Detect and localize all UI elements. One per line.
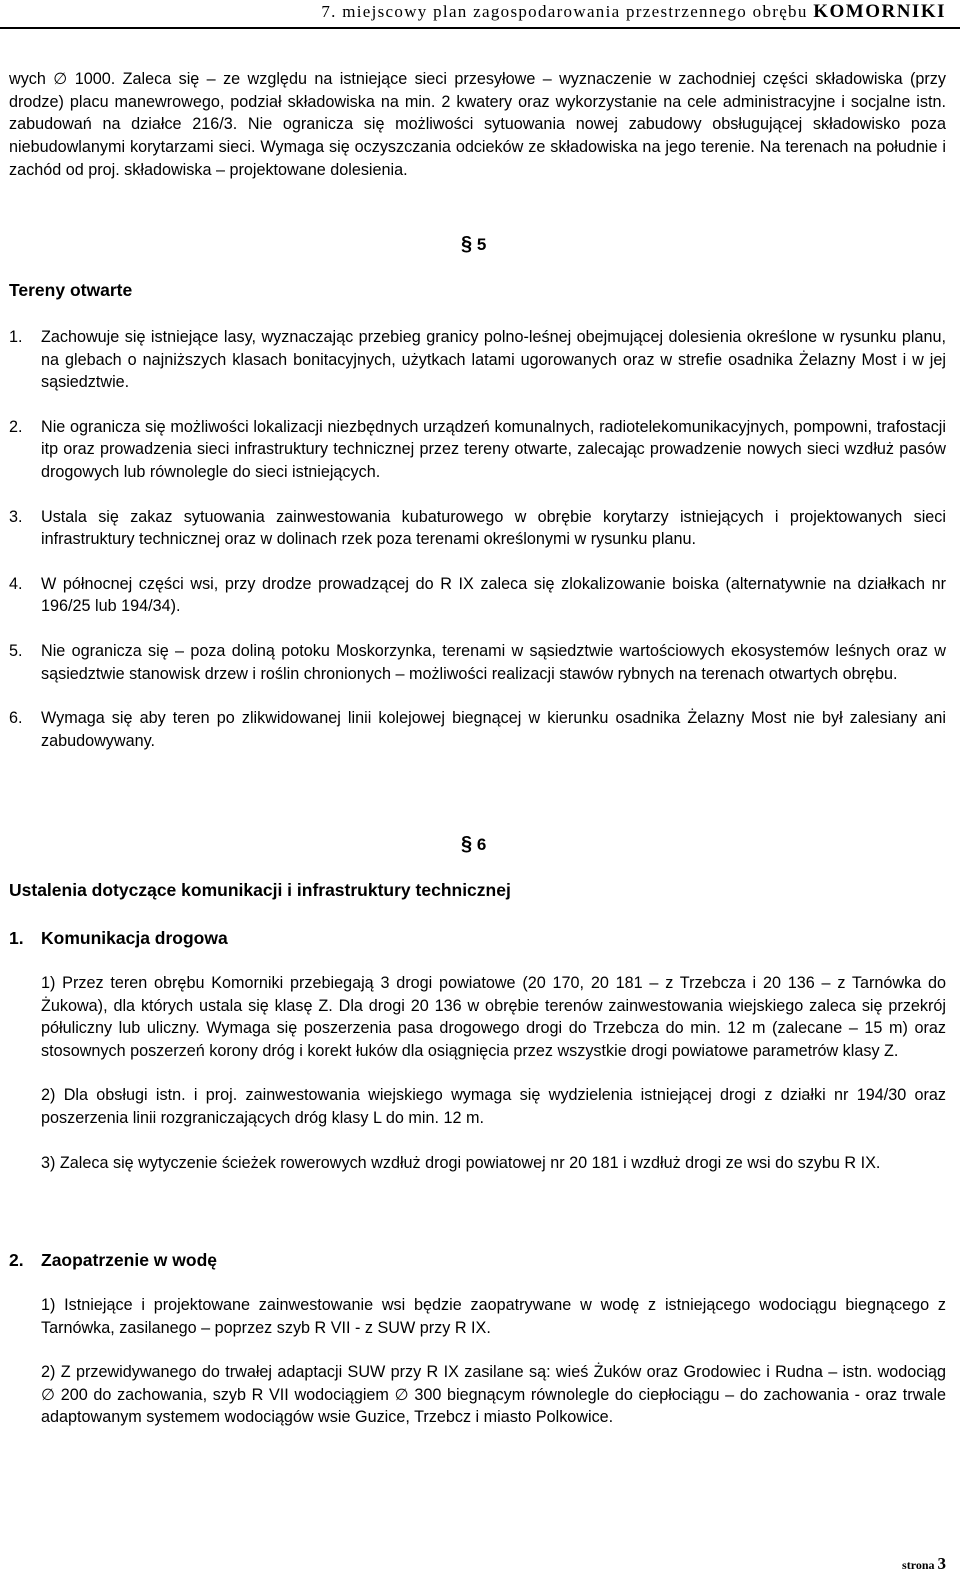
- intro-block: [9, 68, 946, 182]
- section-6-number: § 6: [461, 833, 487, 855]
- list-item: 1. Zachowuje się istniejące lasy, wyznaczając przebieg granicy polno-leśnej obejmującej dolesienia określone w rysunku planu, na glebach o najniższych klasach bonitacyjnych, użytkach latami ugorowanych oraz w strefie osadnika Żelazny Most i w jej sąsiedztwie.: [9, 328, 946, 392]
- subsection-roads-body: [41, 972, 946, 1174]
- page-number: 3: [937, 1554, 946, 1573]
- paragraph: 1) Istniejące i projektowane zainwestowanie wsi będzie zaopatrywane w wodę z istniejącego wodociągu biegnącego z Tarnówka, zasilanego – poprzez szyb R VII - z SUW przy R IX.: [41, 1296, 946, 1337]
- intro-paragraph: wych ∅ 1000. Zaleca się – ze względu na istniejące sieci przesyłowe – wyznaczenie w zachodniej części składowiska (przy drodze) placu manewrowego, podział składowiska na min. 2 kwatery oraz wykorzystanie na cele administracyjne i socjalne istn. zabudowań na działce 216/3. Nie ogranicza się możliwości sytuowania nowej zabudowy obsługującej składowisko poza niebudowlanymi korytarzami sieci. Wymaga się oczyszczania odcieków ze składowiska na jego terenie. Na terenach na południe i zachód od proj. składowiska – projektowane dolesienia.: [9, 70, 946, 179]
- page-header: [0, 0, 946, 23]
- section-5-number: § 5: [461, 233, 487, 255]
- footer-label: strona: [902, 1558, 935, 1572]
- header-rule: [0, 27, 960, 29]
- section-5-items: [9, 326, 946, 752]
- header-place: KOMORNIKI: [813, 1, 946, 22]
- section-6-heading: Ustalenia dotyczące komunikacji i infrastruktury technicznej: [9, 880, 511, 900]
- list-item: 6. Wymaga się aby teren po zlikwidowanej linii kolejowej biegnącej w kierunku osadnika Żelazny Most nie był zalesiany ani zabudowywany.: [9, 709, 946, 750]
- subsection-water-body: [41, 1294, 946, 1429]
- list-item: 5. Nie ogranicza się – poza doliną potoku Moskorzynka, terenami w sąsiedztwie wartościowych ekosystemów leśnych oraz w sąsiedztwie stanowisk drzew i roślin chronionych – możliwości realizacji stawów rybnych na terenach otwartych obrębu.: [9, 641, 946, 683]
- page-footer: [902, 1554, 946, 1574]
- paragraph: 3) Zaleca się wytyczenie ścieżek rowerowych wzdłuż drogi powiatowej nr 20 181 i wzdłuż drogi ze wsi do szybu R IX.: [41, 1153, 881, 1172]
- list-item: 2. Nie ogranicza się możliwości lokalizacji niezbędnych urządzeń komunalnych, radiotelekomunikacyjnych, pompowni, trafostacji itp oraz prowadzenia sieci infrastruktury technicznej przez tereny otwarte, zalecając prowadzenie nowych sieci wzdłuż pasów drogowych lub równolegle do sieci istniejących.: [9, 417, 946, 481]
- section-5-heading: Tereny otwarte: [9, 280, 133, 300]
- header-prefix: 7. miejscowy plan zagospodarowania przestrzennego obrębu: [321, 2, 808, 21]
- list-item: 3. Ustala się zakaz sytuowania zainwestowania kubaturowego w obrębie korytarzy istniejących i projektowanych sieci infrastruktury technicznej oraz w dolinach rzek poza terenami określonymi w rysunku planu.: [9, 507, 946, 549]
- document-page: 7. miejscowy plan zagospodarowania przestrzennego obrębu KOMORNIKI wych ∅ 1000. Zaleca się – ze względu na istniejące sieci przesyłowe – wyznaczenie w zachodniej części składowiska (przy drodze) placu manewrowego, podział składowiska na min. 2 kwatery oraz wykorzystanie na cele administracyjne i socjalne istn. zabudowań na działce 216/3. Nie ogranicza się możliwości sytuowania nowej zabudowy obsługującej składowisko poza niebudowlanymi korytarzami sieci. Wymaga się oczyszczania odcieków ze składowiska na jego terenie. Na terenach na południe i zachód od proj. składowiska – projektowane dolesienia. § 5 Tereny otwarte 1. Zachowuje się istniejące lasy, wyznaczając przebieg granicy polno-leśnej obejmującej dolesienia określone w rysunku planu, na glebach o najniższych klasach bonitacyjnych, użytkach latami ugorowanych oraz w strefie osadnika Żelazny Most i w jej sąsiedztwie. 2. Nie ogranicza się możliwości lokalizacji niezbędnych urządzeń komunalnych, radiotelekomunikacyjnych, pompowni, trafostacji itp oraz prowadzenia sieci infrastruktury technicznej przez tereny otwarte, zalecając prowadzenie nowych sieci wzdłuż pasów drogowych lub równolegle do sieci istniejących. 3. Ustala się zakaz sytuowania zainwestowania kubaturowego w obrębie korytarzy istniejących i projektowanych sieci infrastruktury technicznej oraz w dolinach rzek poza terenami określonymi w rysunku planu. 4. W północnej części wsi, przy drodze prowadzącej do R IX zaleca się zlokalizowanie boiska (alternatywnie na działkach nr 196/25 lub 194/34). 5. Nie ogranicza się – poza doliną potoku Moskorzynka, terenami w sąsiedztwie wartościowych ekosystemów leśnych oraz w sąsiedztwie stanowisk drzew i roślin chronionych – możliwości realizacji stawów rybnych na terenach otwartych obrębu. 6. Wymaga się aby teren po zlikwidowanej linii kolejowej biegnącej w kierunku osadnika Żelazny Most nie był zalesiany ani zabudowywany. § 6 Ustalenia dotyczące komunikacji i infrastruktury technicznej 1. Komunikacja drogowa 1) Przez teren obrębu Komorniki przebiegają 3 drogi powiatowe (20 170, 20 181 – z Trzebcza i 20 136 – z Tarnówka do Żukowa), dla których ustala się klasę Z. Dla drogi 20 136 w obrębie terenów zainwestowania wiejskiego zaleca się przekrój półuliczny lub uliczny. Wymaga się poszerzenia pasa drogowego drogi do Trzebcza do min. 12 m (zalecane – 15 m) oraz stosownych poszerzeń korony dróg i korekt łuków dla osiągnięcia przez wszystkie drogi powiatowe parametrów klasy Z. 2) Dla obsługi istn. i proj. zainwestowania wiejskiego wymaga się wydzielenia istniejącej drogi z działki nr 194/30 oraz poszerzenia linii rozgraniczających dróg klasy L do min. 12 m. 3) Zaleca się wytyczenie ścieżek rowerowych wzdłuż drogi powiatowej nr 20 181 i wzdłuż drogi ze wsi do szybu R IX. 2. Zaopatrzenie w wodę 1) Istniejące i projektowane zainwestowanie wsi będzie zaopatrywane w wodę z istniejącego wodociągu biegnącego z Tarnówka, zasilanego – poprzez szyb R VII - z SUW przy R IX. 2) Z przewidywanego do trwałej adaptacji SUW przy R IX zasilane są: wieś Żuków oraz Grodowiec i Rudna – istn. wodociąg ∅ 200 do zachowania, szyb R VII wodociągiem ∅ 300 biegnącym równolegle do ciepłociągu – do zachowania - oraz trwale adaptowanym systemem wodociągów wsie Guzice, Trzebcz i miasto Polkowice. strona 3: [0, 0, 960, 1584]
- paragraph: 2) Z przewidywanego do trwałej adaptacji SUW przy R IX zasilane są: wieś Żuków oraz Grodowiec i Rudna – istn. wodociąg ∅ 200 do zachowania, szyb R VII wodociągiem ∅ 300 biegnącym równolegle do ciepłociągu – do zachowania - oraz trwale adaptowanym systemem wodociągów wsie Guzice, Trzebcz i miasto Polkowice.: [41, 1363, 946, 1427]
- list-item: 4. W północnej części wsi, przy drodze prowadzącej do R IX zaleca się zlokalizowanie boiska (alternatywnie na działkach nr 196/25 lub 194/34).: [9, 574, 946, 616]
- paragraph: 2) Dla obsługi istn. i proj. zainwestowania wiejskiego wymaga się wydzielenia istniejącej drogi z działki nr 194/30 oraz poszerzenia linii rozgraniczających dróg klasy L do min. 12 m.: [41, 1086, 946, 1127]
- paragraph: 1) Przez teren obrębu Komorniki przebiegają 3 drogi powiatowe (20 170, 20 181 – z Trzebcza i 20 136 – z Tarnówka do Żukowa), dla których ustala się klasę Z. Dla drogi 20 136 w obrębie terenów zainwestowania wiejskiego zaleca się przekrój półuliczny lub uliczny. Wymaga się poszerzenia pasa drogowego drogi do Trzebcza do min. 12 m (zalecane – 15 m) oraz stosownych poszerzeń korony dróg i korekt łuków dla osiągnięcia przez wszystkie drogi powiatowe parametrów klasy Z.: [41, 974, 946, 1060]
